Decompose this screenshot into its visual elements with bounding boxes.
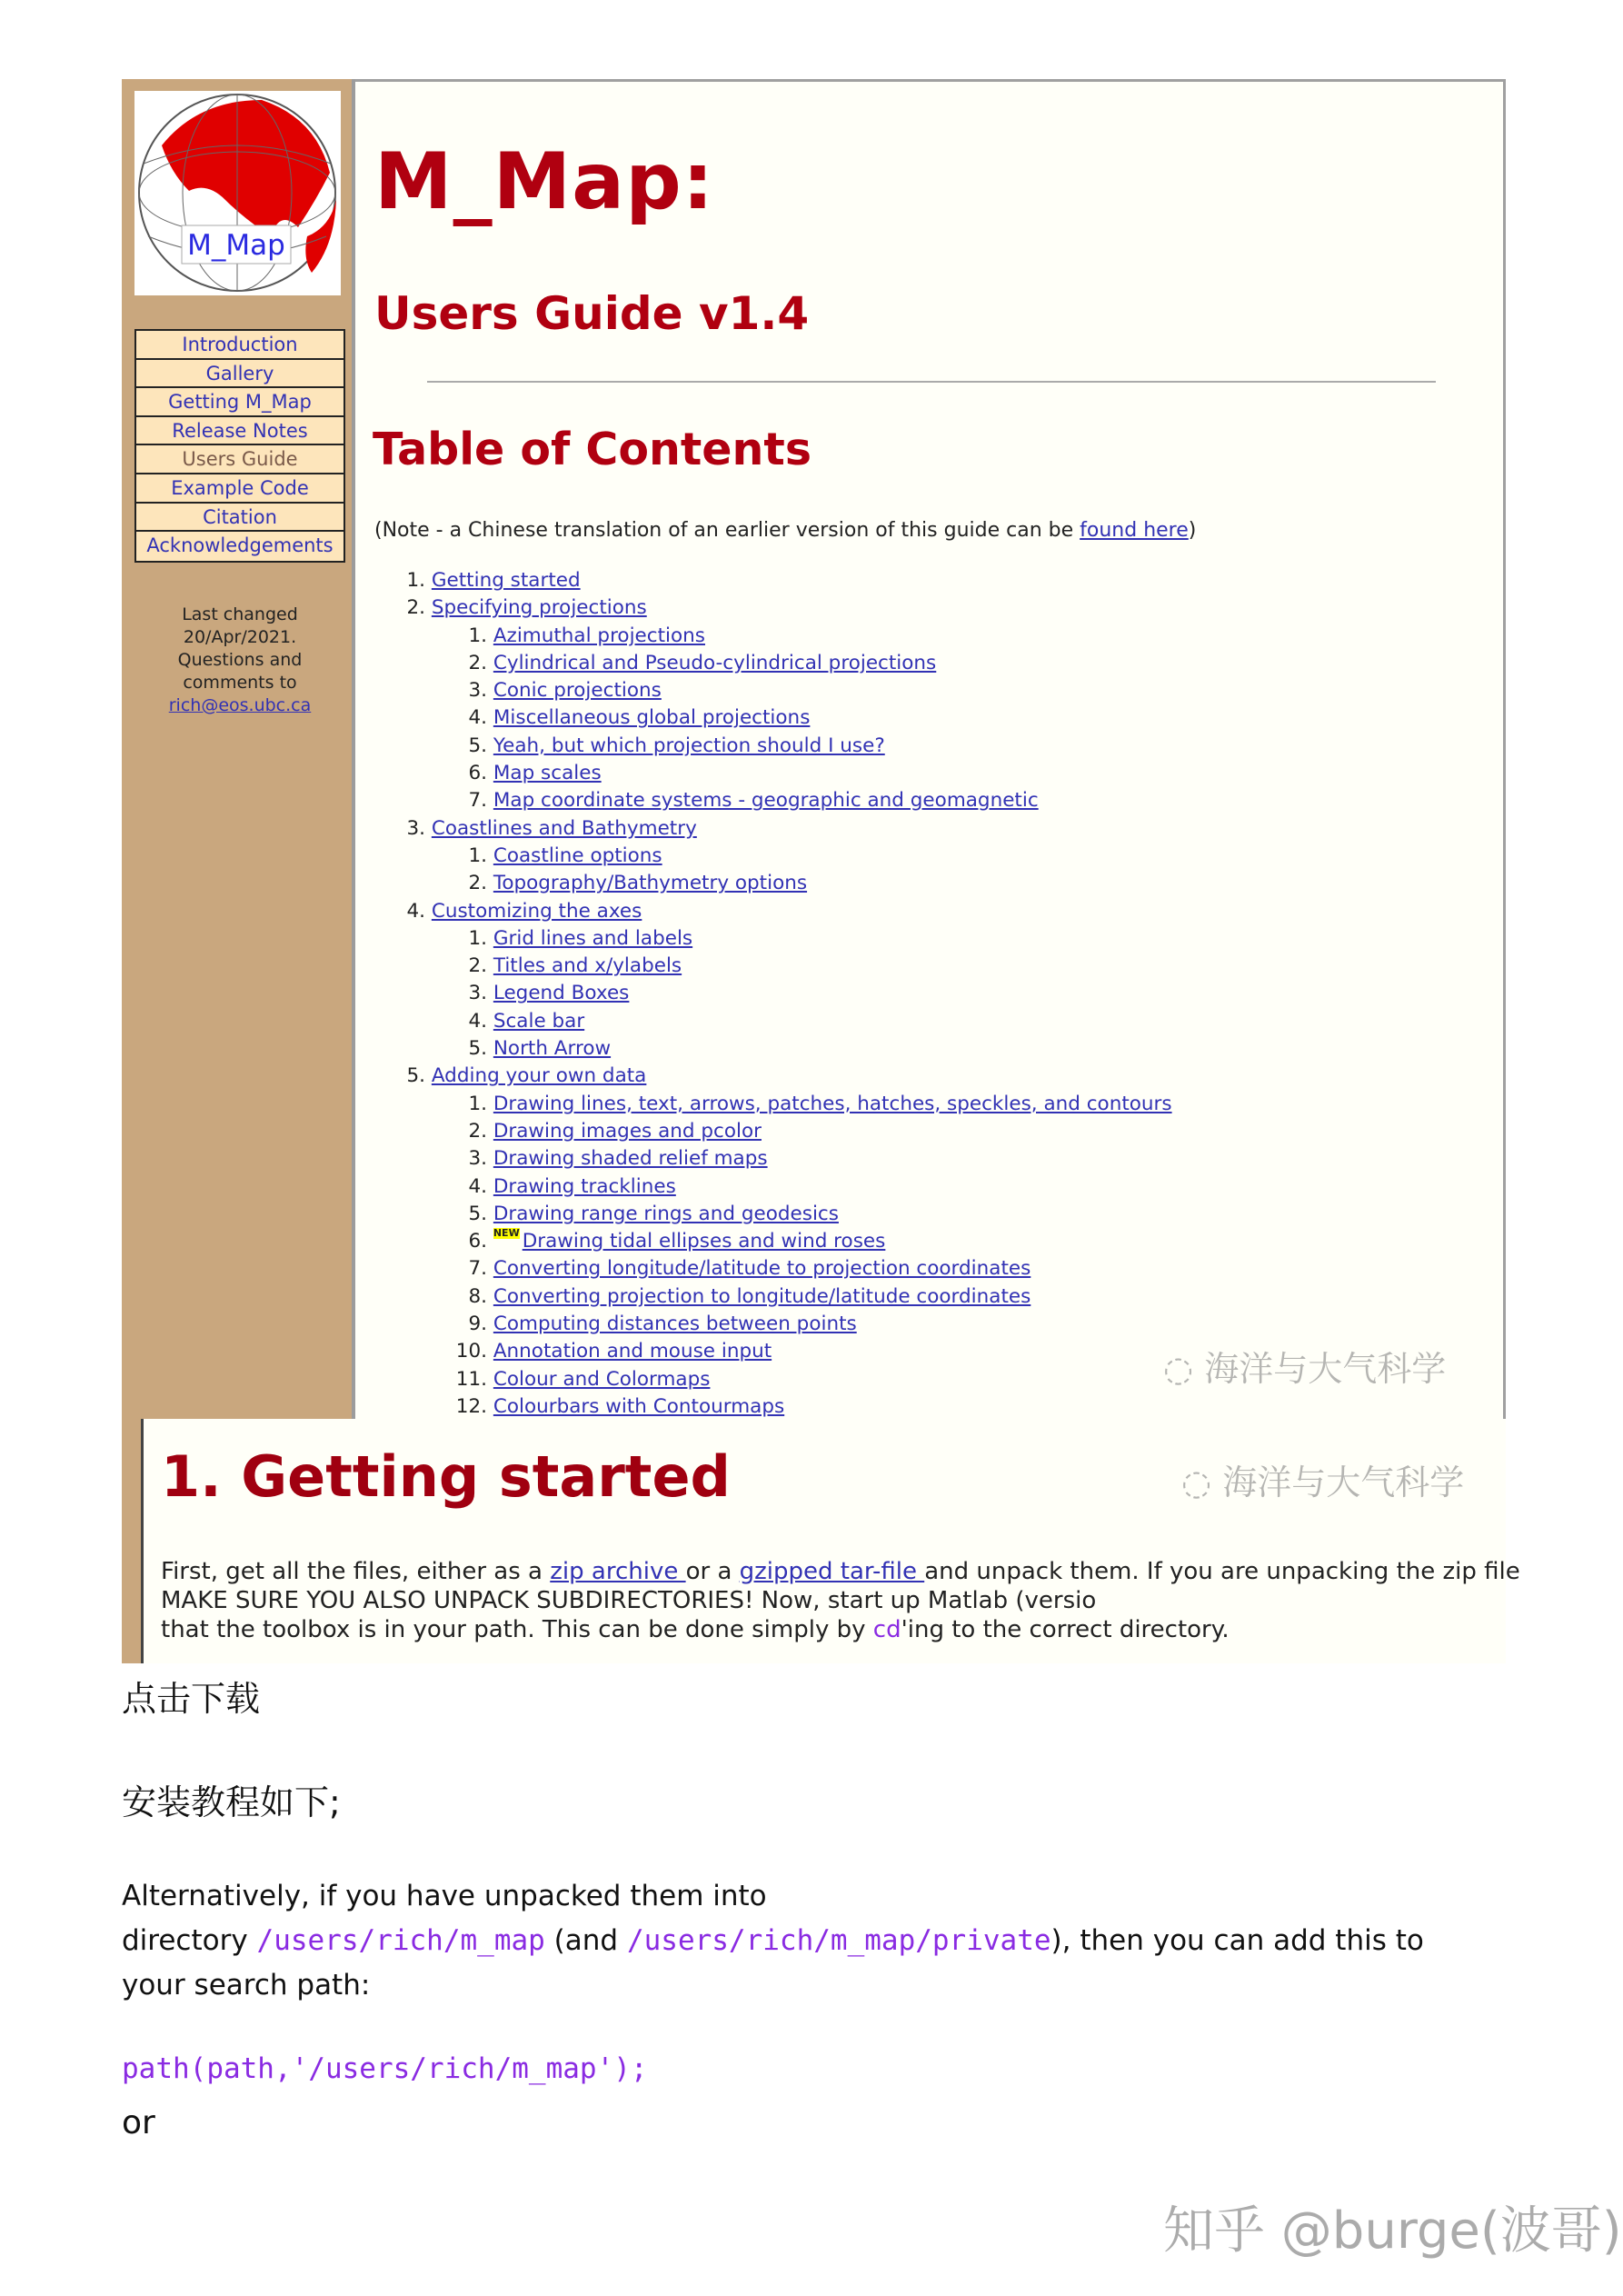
- alternative-paragraph: [122, 1874, 1617, 2008]
- toc-number: 1.: [468, 1092, 487, 1115]
- toc-link[interactable]: Annotation and mouse input: [493, 1340, 772, 1363]
- toc-subitem: [374, 677, 1172, 704]
- wechat-watermark-2: [1181, 1454, 1464, 1504]
- para-text: and unpack them. If you are unpacking the zip file MAKE SURE YOU ALSO UNPACK SUBDIRECTORIES! Now, start up Matlab (versio: [161, 1558, 1520, 1614]
- toc-link[interactable]: Drawing images and pcolor: [493, 1119, 762, 1143]
- toc-subitem: [374, 760, 1172, 787]
- toc-number: 1.: [406, 569, 425, 592]
- toc-number: 9.: [468, 1313, 487, 1336]
- para-text: or a: [685, 1558, 740, 1585]
- toc-link[interactable]: Titles and x/ylabels: [493, 954, 682, 978]
- toc-link[interactable]: Yeah, but which projection should I use?: [493, 734, 885, 757]
- toc-number: 3.: [406, 816, 425, 840]
- globe-icon: [134, 91, 341, 295]
- wechat-icon: ◌: [1163, 1349, 1205, 1389]
- changed-line: comments to: [183, 673, 297, 693]
- toc-subitem: [374, 925, 1172, 953]
- toc-number: 12.: [455, 1394, 487, 1418]
- toc-number: 7.: [468, 1257, 487, 1281]
- toc-number: 3.: [468, 982, 487, 1005]
- toc-item: [374, 898, 1172, 925]
- nav-users-guide[interactable]: Users Guide: [136, 445, 344, 474]
- toc-number: 5.: [468, 734, 487, 757]
- toc-subitem: [374, 1145, 1172, 1173]
- m-map-logo[interactable]: [134, 91, 341, 295]
- para-text: First, get all the files, either as a: [161, 1558, 551, 1585]
- toc-subitem: [374, 843, 1172, 870]
- zhihu-watermark: 知乎 @burge(波哥): [1163, 2201, 1622, 2261]
- toc-link[interactable]: North Arrow: [493, 1037, 612, 1061]
- sidebar-edge: [122, 1419, 144, 1663]
- toc-number: 11.: [455, 1367, 487, 1391]
- toc-number: 7.: [468, 789, 487, 813]
- getting-started-heading: 1. Getting started: [161, 1443, 731, 1510]
- toc-subitem: [374, 1366, 1172, 1393]
- toc-number: 6.: [468, 762, 487, 785]
- alt-text: ), then you can add this to: [1050, 1924, 1424, 1957]
- private-path-code: /users/rich/m_map/private: [626, 1924, 1051, 1957]
- toc-link[interactable]: Coastline options: [493, 844, 662, 867]
- toc-link[interactable]: Converting projection to longitude/latitude coordinates: [493, 1284, 1031, 1308]
- changed-line: Last changed: [182, 604, 298, 624]
- watermark-text: 海洋与大气科学: [1204, 1349, 1447, 1389]
- toc-link[interactable]: Adding your own data: [431, 1064, 647, 1088]
- toc-link[interactable]: Drawing lines, text, arrows, patches, hatches, speckles, and contours: [493, 1092, 1172, 1115]
- translation-note: [374, 519, 1196, 542]
- toc-subitem: [374, 704, 1172, 732]
- nav-citation[interactable]: Citation: [136, 504, 344, 533]
- path-code: /users/rich/m_map: [256, 1924, 545, 1957]
- alt-text: directory: [122, 1924, 257, 1957]
- alt-line: [122, 1919, 1617, 1963]
- watermark-text: 海洋与大气科学: [1222, 1462, 1465, 1502]
- toc-number: 4.: [468, 706, 487, 730]
- install-text: 安装教程如下;: [122, 1782, 341, 1822]
- or-text: or: [122, 2104, 155, 2141]
- nav-menu: [134, 329, 345, 563]
- nav-getting-m-map[interactable]: Getting M_Map: [136, 388, 344, 417]
- nav-example-code[interactable]: Example Code: [136, 474, 344, 504]
- toc-link[interactable]: Map scales: [493, 762, 602, 785]
- nav-acknowledgements[interactable]: Acknowledgements: [146, 534, 334, 557]
- nav-gallery[interactable]: Gallery: [136, 360, 344, 389]
- toc-link[interactable]: Azimuthal projections: [493, 624, 705, 647]
- toc-number: 1.: [468, 624, 487, 647]
- path-command-code: path(path,'/users/rich/m_map');: [122, 2052, 648, 2085]
- found-here-link[interactable]: found here: [1080, 519, 1189, 542]
- toc-subitem: [374, 1118, 1172, 1145]
- divider: [427, 381, 1436, 383]
- toc-link[interactable]: Coastlines and Bathymetry: [431, 816, 697, 840]
- toc-subitem: [374, 1311, 1172, 1338]
- para-text: that the toolbox is in your path. This can be done simply by: [161, 1616, 873, 1643]
- toc-link[interactable]: Miscellaneous global projections: [493, 706, 811, 730]
- cd-command: cd: [872, 1616, 901, 1643]
- download-text: 点击下载: [122, 1679, 261, 1719]
- toc-subitem: [374, 1035, 1172, 1063]
- toc-number: 3.: [468, 1147, 487, 1171]
- para-text: 'ing to the correct directory.: [901, 1616, 1230, 1643]
- toc-link[interactable]: Drawing range rings and geodesics: [493, 1202, 839, 1225]
- toc-subitem: [374, 787, 1172, 814]
- last-changed-info: [134, 604, 345, 717]
- toc-link[interactable]: Legend Boxes: [493, 982, 630, 1005]
- toc-number: 1.: [468, 844, 487, 867]
- toc-link[interactable]: Colourbars with Contourmaps: [493, 1394, 785, 1418]
- toc-subitem: [374, 1201, 1172, 1228]
- toc-number: 2.: [468, 872, 487, 895]
- toc-number: 5.: [468, 1037, 487, 1061]
- toc-number: 10.: [455, 1340, 487, 1363]
- toc-number: 2.: [468, 954, 487, 978]
- toc-subitem: [374, 1393, 1172, 1421]
- getting-started-paragraph: [161, 1557, 1578, 1644]
- toc-link[interactable]: Drawing shaded relief maps: [493, 1147, 768, 1171]
- tar-file-link[interactable]: gzipped tar-file: [739, 1558, 925, 1585]
- toc-number: 4.: [406, 899, 425, 923]
- toc-number: 2.: [468, 651, 487, 674]
- toc-heading: Table of Contents: [373, 424, 812, 475]
- wechat-watermark: [1163, 1341, 1446, 1391]
- toc-number: 5.: [406, 1064, 425, 1088]
- note-text: (Note - a Chinese translation of an earlier version of this guide can be: [374, 519, 1080, 542]
- changed-line: 20/Apr/2021.: [183, 627, 297, 647]
- toc-subitem: [374, 870, 1172, 897]
- toc-subitem: [374, 650, 1172, 677]
- nav-release-notes[interactable]: Release Notes: [136, 417, 344, 446]
- wechat-icon: ◌: [1181, 1462, 1223, 1502]
- toc-link[interactable]: Map coordinate systems - geographic and geomagnetic: [493, 789, 1039, 813]
- toc-number: 1.: [468, 926, 487, 950]
- logo-text: M_Map: [187, 229, 285, 262]
- alt-line: Alternatively, if you have unpacked them into: [122, 1880, 767, 1912]
- toc-link[interactable]: Getting started: [431, 569, 581, 592]
- toc-subitem: [374, 1008, 1172, 1035]
- nav-introduction[interactable]: Introduction: [136, 331, 344, 360]
- toc-subitem: [374, 1228, 1172, 1255]
- toc-link[interactable]: Computing distances between points: [493, 1313, 857, 1336]
- toc-subitem: [374, 980, 1172, 1007]
- note-text-end: ): [1188, 519, 1197, 542]
- toc-link[interactable]: Drawing tidal ellipses and wind roses: [522, 1230, 886, 1253]
- toc-subitem: [374, 733, 1172, 760]
- toc-link[interactable]: Drawing tracklines: [493, 1174, 676, 1198]
- toc-number: 2.: [406, 596, 425, 620]
- toc-subitem: [374, 1091, 1172, 1118]
- page-subtitle: Users Guide v1.4: [374, 287, 810, 340]
- changed-line: Questions and: [177, 650, 303, 670]
- toc-item: [374, 815, 1172, 843]
- toc-subitem: [374, 1338, 1172, 1365]
- toc-link[interactable]: Conic projections: [493, 679, 662, 703]
- toc-subitem: [374, 1283, 1172, 1311]
- toc-link[interactable]: Colour and Colormaps: [493, 1367, 711, 1391]
- table-of-contents: [374, 567, 1172, 1421]
- toc-number: 2.: [468, 1119, 487, 1143]
- toc-item: [374, 1063, 1172, 1090]
- toc-number: 5.: [468, 1202, 487, 1225]
- toc-number: 8.: [468, 1284, 487, 1308]
- email-link[interactable]: rich@eos.ubc.ca: [168, 695, 312, 715]
- toc-number: 6.: [468, 1230, 487, 1253]
- toc-link[interactable]: Specifying projections: [431, 596, 647, 620]
- toc-link[interactable]: Scale bar: [493, 1009, 585, 1033]
- toc-link[interactable]: Grid lines and labels: [493, 926, 693, 950]
- page-title: M_Map:: [374, 136, 715, 227]
- toc-subitem: [374, 623, 1172, 650]
- toc-item: [374, 594, 1172, 622]
- new-badge-icon: NEW: [493, 1227, 520, 1240]
- toc-number: 3.: [468, 679, 487, 703]
- toc-subitem: [374, 1255, 1172, 1283]
- toc-link[interactable]: Topography/Bathymetry options: [493, 872, 808, 895]
- alt-line: your search path:: [122, 1969, 371, 2002]
- alt-text: (and: [544, 1924, 627, 1957]
- toc-number: 4.: [468, 1174, 487, 1198]
- toc-subitem: [374, 1173, 1172, 1201]
- toc-subitem: [374, 953, 1172, 980]
- toc-item: [374, 567, 1172, 594]
- toc-link[interactable]: Cylindrical and Pseudo-cylindrical projections: [493, 651, 937, 674]
- zip-archive-link[interactable]: zip archive: [550, 1558, 686, 1585]
- toc-number: 4.: [468, 1009, 487, 1033]
- toc-link[interactable]: Customizing the axes: [431, 899, 642, 923]
- toc-link[interactable]: Converting longitude/latitude to projection coordinates: [493, 1257, 1031, 1281]
